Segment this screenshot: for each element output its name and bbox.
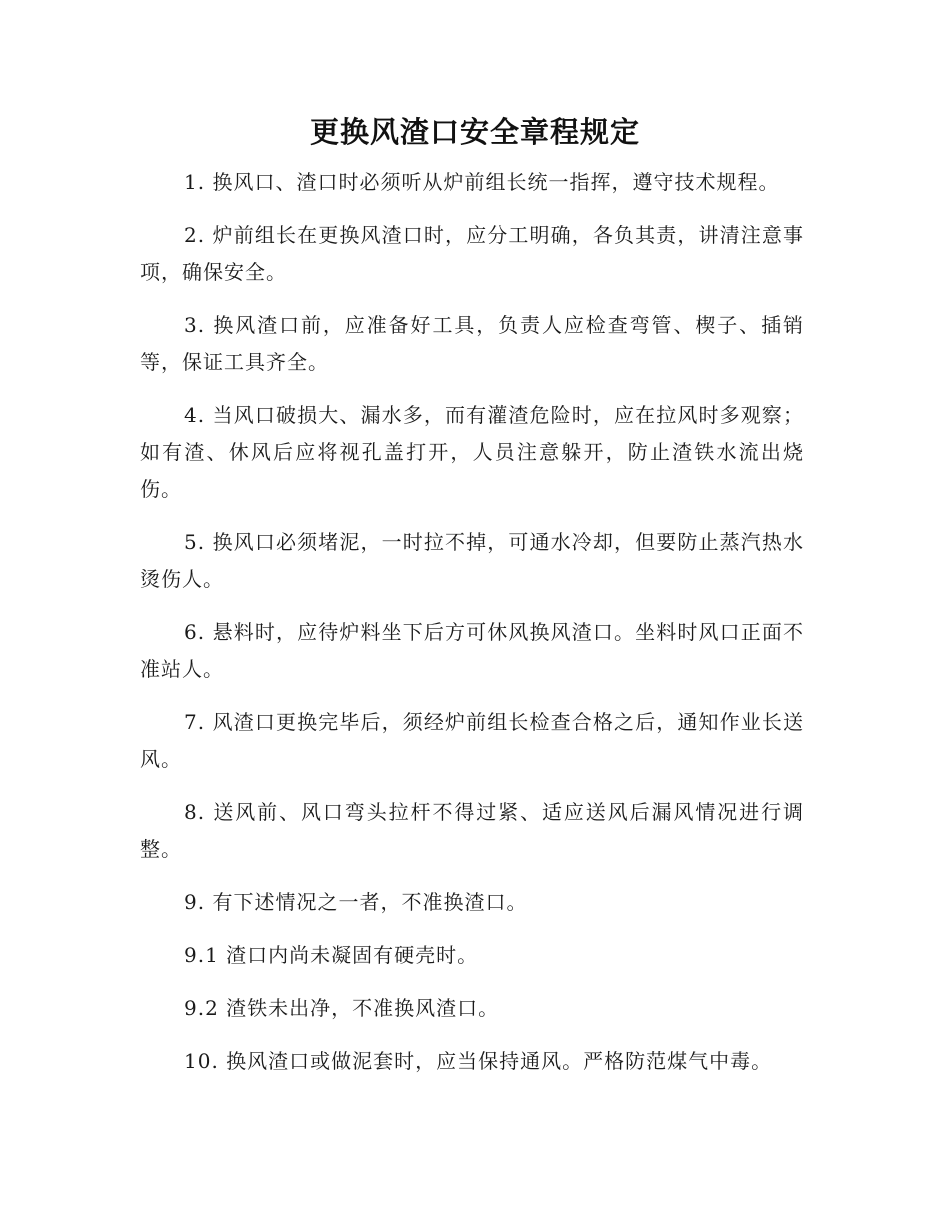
paragraph-9-1: 9.1 渣口内尚未凝固有硬壳时。 (184, 943, 479, 967)
paragraph-10: 10. 换风渣口或做泥套时，应当保持通风。严格防范煤气中毒。 (184, 1049, 773, 1073)
paragraph-5: 5. 换风口必须堵泥，一时拉不掉，可通水冷却，但要防止蒸汽热水烫伤人。 (140, 530, 804, 591)
paragraph-9: 9. 有下述情况之一者，不准换渣口。 (184, 890, 528, 914)
paragraph-7: 7. 风渣口更换完毕后，须经炉前组长检查合格之后，通知作业长送风。 (140, 710, 804, 771)
paragraph-2: 2. 炉前组长在更换风渣口时，应分工明确，各负其责，讲清注意事项，确保安全。 (140, 223, 804, 284)
paragraph-9-2: 9.2 渣铁未出净，不准换风渣口。 (184, 996, 500, 1020)
paragraph-3: 3. 换风渣口前，应准备好工具，负责人应检查弯管、楔子、插销等，保证工具齐全。 (140, 313, 804, 374)
paragraph-1: 1. 换风口、渣口时必须听从炉前组长统一指挥，遵守技术规程。 (184, 170, 780, 194)
document-body (140, 164, 804, 1096)
paragraph-8: 8. 送风前、风口弯头拉杆不得过紧、适应送风后漏风情况进行调整。 (140, 800, 804, 861)
document-title: 更换风渣口安全章程规定 (309, 115, 640, 149)
paragraph-4: 4. 当风口破损大、漏水多，而有灌渣危险时，应在拉风时多观察；如有渣、休风后应将视孔盖打开，人员注意躲开，防止渣铁水流出烧伤。 (140, 403, 804, 501)
paragraph-6: 6. 悬料时，应待炉料坐下后方可休风换风渣口。坐料时风口正面不准站人。 (140, 620, 804, 681)
